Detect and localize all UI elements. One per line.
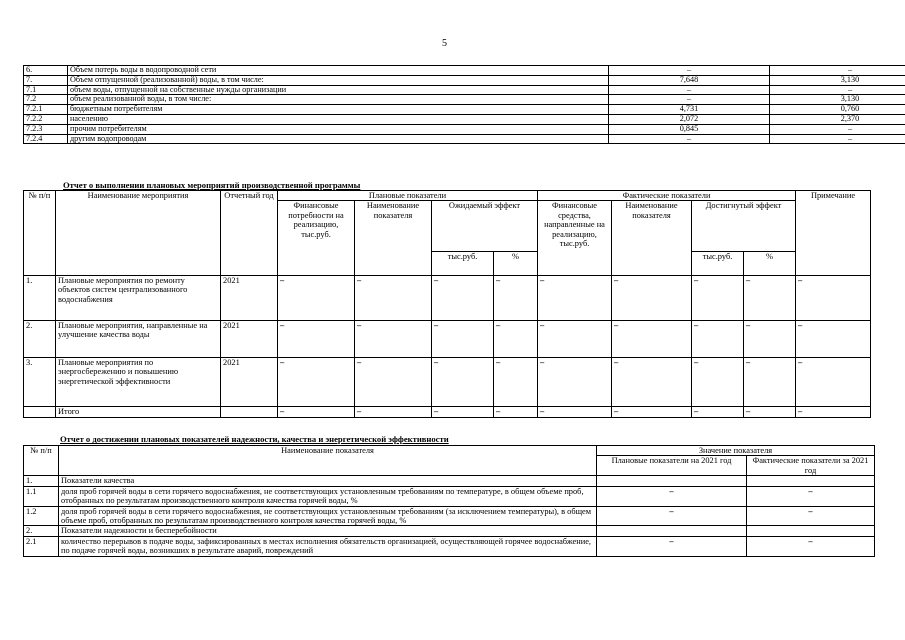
row-fact-value: 3,130 (770, 95, 905, 105)
table-row (24, 124, 905, 134)
col-actual-header: Фактические показатели (538, 191, 796, 201)
row-num: 7.2.2 (24, 114, 68, 124)
dash-cell: – (612, 276, 692, 321)
dash-cell: – (692, 321, 744, 358)
col-plan-ind-header: Наименование показателя (355, 201, 432, 276)
dash-cell: – (692, 358, 744, 407)
dash-cell: – (494, 407, 538, 418)
row-plan-value (597, 526, 747, 536)
row-fact-value (747, 476, 875, 486)
row-name: Объем отпущенной (реализованной) воды, в том числе: (68, 75, 609, 85)
dash-cell: – (494, 358, 538, 407)
row-num: 1.2 (24, 506, 59, 526)
col-fact-fin-header: Финансовые средства, направленные на реализацию, тыс.руб. (538, 201, 612, 276)
dash-cell: – (796, 321, 871, 358)
row-plan-value: – (597, 486, 747, 506)
row-plan-value: – (597, 536, 747, 556)
dash-cell: – (355, 358, 432, 407)
total-label: Итого (56, 407, 221, 418)
dash-cell: – (744, 321, 796, 358)
dash-cell: – (278, 407, 355, 418)
row-fact-value: – (747, 506, 875, 526)
row-year: 2021 (221, 321, 278, 358)
row-fact-value: 2,370 (770, 114, 905, 124)
row-fact-value: – (747, 486, 875, 506)
t3-value-header: Значение показателя (597, 446, 875, 456)
section3-title: Отчет о достижении плановых показателей надежности, качества и энергетической эффективности (60, 434, 449, 444)
row-fact-value (747, 526, 875, 536)
dash-cell: – (432, 407, 494, 418)
total-row (24, 407, 871, 418)
row-num: 3. (24, 358, 56, 407)
row-num: 1. (24, 276, 56, 321)
row-num: 7.2 (24, 95, 68, 105)
col-plan-eff-pct-header: % (494, 251, 538, 275)
row-name: Показатели надежности и бесперебойности (59, 526, 597, 536)
row-fact-value: 0,760 (770, 105, 905, 115)
dash-cell: – (432, 276, 494, 321)
col-fact-ind-header: Наименование показателя (612, 201, 692, 276)
row-fact-value: 3,130 (770, 75, 905, 85)
dash-cell: – (612, 407, 692, 418)
dash-cell: – (692, 276, 744, 321)
col-num-header: № п/п (24, 191, 56, 276)
row-plan-value: 4,731 (609, 105, 770, 115)
row-fact-value: – (770, 66, 905, 76)
table-row (24, 85, 905, 95)
row-num: 6. (24, 66, 68, 76)
table-row (24, 95, 905, 105)
row-name: количество перерывов в подаче воды, зафиксированных в местах исполнения обязательств организацией, осуществляющей горячее водоснабжение, по подаче горячей воды, возникших в результате аварий, повреждений (59, 536, 597, 556)
dash-cell: – (538, 407, 612, 418)
row-name: бюджетным потребителям (68, 105, 609, 115)
col-plan-eff-header: Ожидаемый эффект (432, 201, 538, 252)
section-row (24, 476, 875, 486)
col-planned-header: Плановые показатели (278, 191, 538, 201)
dash-cell: – (744, 407, 796, 418)
row-plan-value: 7,648 (609, 75, 770, 85)
row-plan-value: – (609, 85, 770, 95)
table-row (24, 114, 905, 124)
col-plan-fin-header: Финансовые потребности на реализацию, тыс.руб. (278, 201, 355, 276)
col-fact-eff-header: Достигнутый эффект (692, 201, 796, 252)
table-row (24, 321, 871, 358)
t3-plan-header: Плановые показатели на 2021 год (597, 456, 747, 476)
row-name: Плановые мероприятия по ремонту объектов систем централизованного водоснабжения (56, 276, 221, 321)
dash-cell: – (538, 358, 612, 407)
dash-cell: – (355, 407, 432, 418)
row-num: 2. (24, 526, 59, 536)
row-num: 1. (24, 476, 59, 486)
row-name: объем реализованной воды, в том числе: (68, 95, 609, 105)
table-row (24, 358, 871, 407)
t3-fact-header: Фактические показатели за 2021 год (747, 456, 875, 476)
page-number: 5 (442, 38, 447, 49)
row-year: 2021 (221, 276, 278, 321)
row-plan-value: 0,845 (609, 124, 770, 134)
program-measures-table (23, 190, 871, 418)
dash-cell: – (538, 321, 612, 358)
dash-cell: – (278, 321, 355, 358)
dash-cell: – (796, 358, 871, 407)
table-row (24, 536, 875, 556)
table-row (24, 276, 871, 321)
row-num: 1.1 (24, 486, 59, 506)
dash-cell: – (494, 276, 538, 321)
total-year (221, 407, 278, 418)
t3-name-header: Наименование показателя (59, 446, 597, 476)
row-plan-value: 2,072 (609, 114, 770, 124)
dash-cell: – (744, 358, 796, 407)
dash-cell: – (796, 276, 871, 321)
row-name: прочим потребителям (68, 124, 609, 134)
reliability-indicators-table (23, 445, 875, 557)
row-fact-value: – (747, 536, 875, 556)
dash-cell: – (278, 276, 355, 321)
dash-cell: – (432, 321, 494, 358)
dash-cell: – (692, 407, 744, 418)
water-volume-table (23, 65, 905, 144)
row-name: Плановые мероприятия, направленные на улучшение качества воды (56, 321, 221, 358)
row-name: Показатели качества (59, 476, 597, 486)
col-note-header: Примечание (796, 191, 871, 276)
col-fact-eff-rub-header: тыс.руб. (692, 251, 744, 275)
row-year: 2021 (221, 358, 278, 407)
row-num: 7.2.4 (24, 134, 68, 144)
row-num: 2.1 (24, 536, 59, 556)
table-row (24, 105, 905, 115)
row-plan-value: – (609, 134, 770, 144)
row-plan-value: – (609, 66, 770, 76)
row-num: 7.1 (24, 85, 68, 95)
total-num (24, 407, 56, 418)
row-name: Объем потерь воды в водопроводной сети (68, 66, 609, 76)
col-name-header: Наименование мероприятия (56, 191, 221, 276)
col-fact-eff-pct-header: % (744, 251, 796, 275)
dash-cell: – (278, 358, 355, 407)
dash-cell: – (612, 358, 692, 407)
row-name: Плановые мероприятия по энергосбережению и повышению энергетической эффективности (56, 358, 221, 407)
dash-cell: – (744, 276, 796, 321)
row-name: доля проб горячей воды в сети горячего водоснабжения, не соответствующих установленным требованиям по температуре, в общем объеме проб, отобранных по результатам производственного контроля качества горячей воды, % (59, 486, 597, 506)
table-row (24, 66, 905, 76)
section2-title: Отчет о выполнении плановых мероприятий производственной программы (63, 180, 361, 190)
row-num: 2. (24, 321, 56, 358)
row-name: объем воды, отпущенной на собственные нужды организации (68, 85, 609, 95)
dash-cell: – (538, 276, 612, 321)
table-row (24, 134, 905, 144)
row-fact-value: – (770, 134, 905, 144)
dash-cell: – (494, 321, 538, 358)
row-name: населению (68, 114, 609, 124)
row-num: 7. (24, 75, 68, 85)
row-name: другим водопроводам (68, 134, 609, 144)
dash-cell: – (355, 276, 432, 321)
row-name: доля проб горячей воды в сети горячего водоснабжения, не соответствующих установленным требованиям (за исключением температуры), в общем объеме проб, отобранных по результатам производственного контроля качества горячей воды, % (59, 506, 597, 526)
dash-cell: – (796, 407, 871, 418)
table-row (24, 506, 875, 526)
dash-cell: – (432, 358, 494, 407)
row-fact-value: – (770, 124, 905, 134)
dash-cell: – (612, 321, 692, 358)
dash-cell: – (355, 321, 432, 358)
section-row (24, 526, 875, 536)
col-year-header: Отчетный год (221, 191, 278, 276)
col-plan-eff-rub-header: тыс.руб. (432, 251, 494, 275)
row-num: 7.2.1 (24, 105, 68, 115)
t3-num-header: № п/п (24, 446, 59, 476)
row-plan-value: – (597, 506, 747, 526)
row-plan-value: – (609, 95, 770, 105)
row-fact-value: – (770, 85, 905, 95)
row-plan-value (597, 476, 747, 486)
row-num: 7.2.3 (24, 124, 68, 134)
table-row (24, 486, 875, 506)
table-row (24, 75, 905, 85)
